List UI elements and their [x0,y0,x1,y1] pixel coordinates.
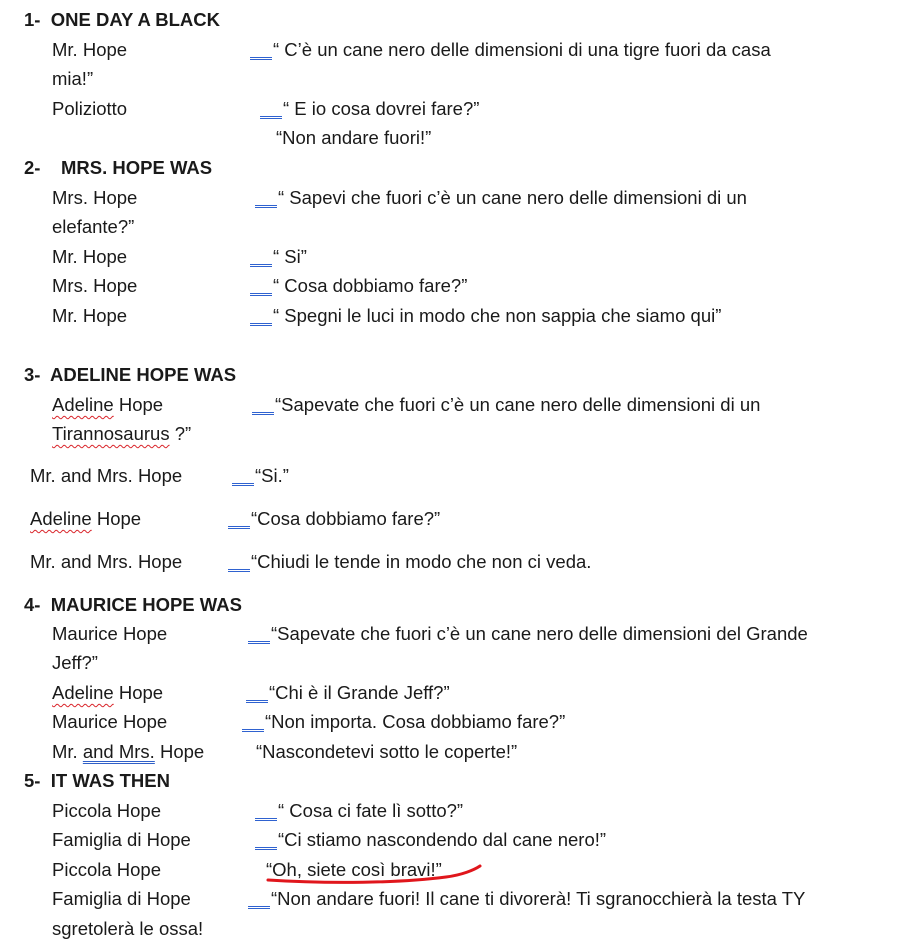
dialogue-text: “Nascondetevi sotto le coperte!” [256,741,518,762]
dialogue-text: “ E io cosa dovrei fare?” [283,98,480,119]
speaker-name: Piccola Hope [52,859,162,880]
dialogue-continuation: “Non andare fuori!” [276,127,432,148]
section-number: 1- [24,9,41,30]
section-number: 2- [24,157,41,178]
dialogue-line [252,393,760,417]
section-4-heading [24,593,242,617]
dialogue-line [255,828,606,852]
dialogue-text: “Non andare fuori! Il cane ti divorerà! Ti sgranocchierà la testa TY [271,888,806,909]
speaker-name: Mr. and Mrs. Hope [30,551,183,572]
dialogue-text: “Si.” [255,465,289,486]
speaker-name [30,507,141,531]
dialogue-line [242,710,565,734]
dialogue-continuation: sgretolerà le ossa! [52,918,204,939]
section-5-heading [24,769,170,793]
answer-blank [246,699,268,703]
dialogue-line [250,38,771,62]
dialogue-text: “ Sapevi che fuori c’è un cane nero delle dimensioni di un [278,187,747,208]
section-number: 5- [24,770,41,791]
section-number: 3- [24,364,41,385]
dialogue-text: “ Spegni le luci in modo che non sappia che siamo qui” [273,305,722,326]
section-title: ADELINE HOPE WAS [50,364,237,385]
dialogue-text: “Chi è il Grande Jeff?” [269,682,450,703]
answer-blank [255,817,277,821]
dialogue-line [228,507,440,531]
dialogue-line [255,799,463,823]
section-2-heading [24,156,212,180]
speaker-name: Piccola Hope [52,800,162,821]
dialogue-text: “Non importa. Cosa dobbiamo fare?” [265,711,566,732]
misspelled-word: Adeline [30,508,92,529]
speaker-name [52,740,204,764]
dialogue-text: “ Cosa ci fate lì sotto?” [278,800,464,821]
speaker-name: Mrs. Hope [52,187,138,208]
dialogue-line [250,245,307,269]
misspelled-word: Adeline [52,682,114,703]
section-title: MRS. HOPE WAS [61,157,213,178]
dialogue-line [246,681,450,705]
dialogue-text: “Ci stiamo nascondendo dal cane nero!” [278,829,607,850]
dialogue-text: “Sapevate che fuori c’è un cane nero delle dimensioni del Grande [271,623,808,644]
speaker-name [52,681,163,705]
speaker-name: Mrs. Hope [52,275,138,296]
answer-blank [260,115,282,119]
dialogue-continuation: elefante?” [52,216,135,237]
answer-blank [250,56,272,60]
answer-blank [250,263,272,267]
highlighted-dialogue-text: “Oh, siete così bravi!” [266,859,442,880]
answer-blank [255,846,277,850]
section-title: IT WAS THEN [50,770,170,791]
section-3-heading [24,363,236,387]
speaker-name: Mr. Hope [52,246,128,267]
misspelled-word: Adeline [52,394,114,415]
section-title: ONE DAY A BLACK [50,9,220,30]
speaker-surname: Hope [91,508,142,529]
answer-blank [250,292,272,296]
speaker-name: Mr. Hope [52,305,128,326]
speaker-name: Maurice Hope [52,711,168,732]
speaker-name: Mr. Hope [52,39,128,60]
answer-blank [228,568,250,572]
dialogue-text: “ C’è un cane nero delle dimensioni di una tigre fuori da casa [273,39,771,60]
dialogue-continuation [52,422,191,446]
dialogue-continuation: mia!” [52,68,94,89]
dialogue-line [228,550,591,574]
grammar-flagged-words: and Mrs. [82,741,155,762]
dialogue-line [260,97,479,121]
dialogue-text: “Cosa dobbiamo fare?” [251,508,441,529]
speaker-surname: Hope [154,741,205,762]
speaker-name: Famiglia di Hope [52,888,191,909]
dialogue-text: “ Si” [273,246,307,267]
answer-blank [255,204,277,208]
answer-blank [252,411,274,415]
dialogue-line [255,186,747,210]
answer-blank [232,482,254,486]
dialogue-text: “ Cosa dobbiamo fare?” [273,275,468,296]
speaker-title: Mr. [52,741,83,762]
speaker-name [52,393,163,417]
speaker-name: Maurice Hope [52,623,168,644]
dialogue-line [250,304,721,328]
dialogue-line [250,274,467,298]
misspelled-word: Tirannosaurus [52,423,170,444]
dialogue-continuation: Jeff?” [52,652,98,673]
section-title: MAURICE HOPE WAS [50,594,242,615]
dialogue-line [232,464,289,488]
speaker-surname: Hope [113,682,164,703]
speaker-name: Poliziotto [52,98,128,119]
section-number: 4- [24,594,41,615]
answer-blank [242,728,264,732]
dialogue-line [248,622,808,646]
speaker-name: Famiglia di Hope [52,829,191,850]
dialogue-text: “Chiudi le tende in modo che non ci veda. [251,551,592,572]
answer-blank [228,525,250,529]
speaker-surname: Hope [113,394,164,415]
answer-blank [250,322,272,326]
answer-blank [248,640,270,644]
dialogue-text: ?” [169,423,192,444]
dialogue-line [248,887,805,911]
dialogue-text: “Sapevate che fuori c’è un cane nero delle dimensioni di un [275,394,761,415]
section-1-heading [24,8,220,32]
speaker-name: Mr. and Mrs. Hope [30,465,183,486]
answer-blank [248,905,270,909]
